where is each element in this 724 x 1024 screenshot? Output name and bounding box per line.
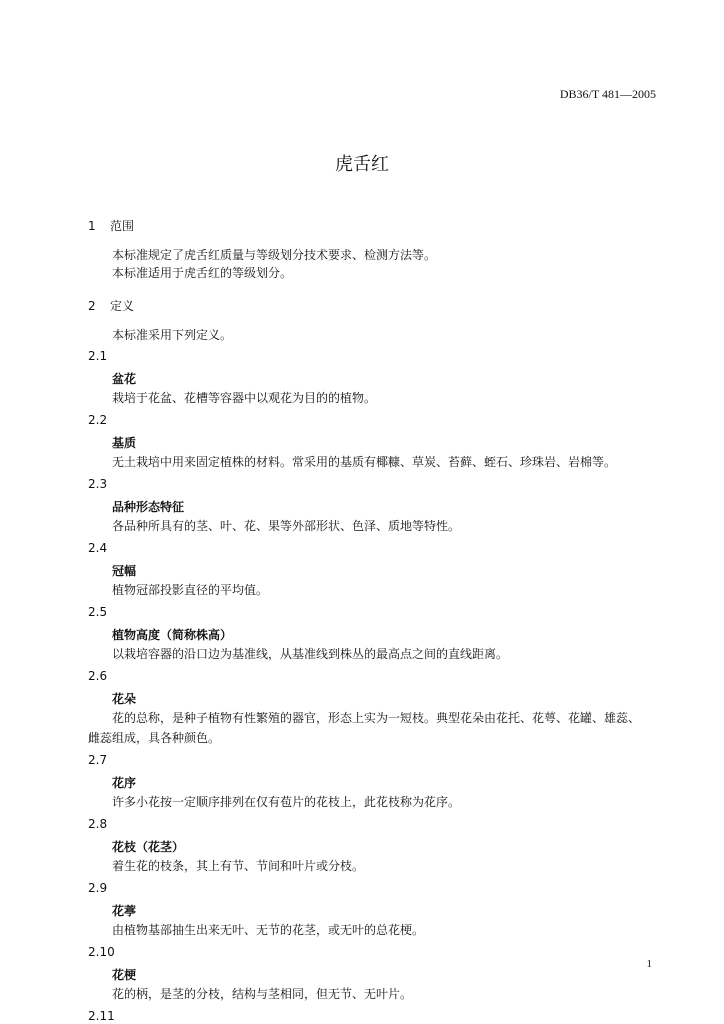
entry-definition: 花的柄，是茎的分枝，结构与茎相同，但无节、无叶片。 [112, 987, 413, 1001]
definition-entry [88, 540, 658, 600]
entry-number: 2.8 [88, 817, 108, 831]
section-number: 2 [88, 299, 96, 313]
entry-term: 花梗 [112, 968, 137, 982]
section-number: 1 [88, 219, 96, 233]
entry-term: 品种形态特征 [112, 500, 185, 514]
entry-term: 冠幅 [112, 564, 137, 578]
entry-definition: 植物冠部投影直径的平均值。 [112, 583, 269, 597]
definition-entry [88, 412, 658, 472]
entry-term: 盆花 [112, 372, 137, 386]
entry-definition-continued [88, 728, 658, 748]
entry-number: 2.9 [88, 881, 108, 895]
definition-entry [88, 348, 658, 408]
entry-number: 2.4 [88, 541, 108, 555]
definition-entry [88, 880, 658, 940]
entry-definition: 栽培于花盆、花槽等容器中以观花为目的的植物。 [112, 391, 377, 405]
entry-term: 基质 [112, 436, 137, 450]
entry-term: 花葶 [112, 904, 137, 918]
entry-number: 2.5 [88, 605, 108, 619]
document-code: DB36/T 481—2005 [559, 87, 656, 101]
entry-definition: 花的总称，是种子植物有性繁殖的器官，形态上实为一短枝。典型花朵由花托、花萼、花罐、雄蕊、 [112, 711, 641, 725]
page-number: 1 [646, 958, 652, 970]
entry-definition: 许多小花按一定顺序排列在仅有苞片的花枝上，此花枝称为花序。 [112, 795, 461, 809]
entry-number: 2.7 [88, 753, 108, 767]
paragraph: 本标准适用于虎舌红的等级划分。 [112, 266, 293, 280]
entry-number: 2.3 [88, 477, 108, 491]
definition-entry [88, 476, 658, 536]
document-body [88, 208, 658, 1024]
definition-entry [88, 944, 658, 1004]
definition-entry [88, 604, 658, 664]
entry-definition-wrap: 雌蕊组成，具各种颜色。 [88, 731, 221, 745]
definition-entry [88, 668, 658, 748]
entry-definition: 无土栽培中用来固定植株的材料。常采用的基质有椰糠、草炭、苔藓、蛭石、珍珠岩、岩棉等。 [112, 455, 617, 469]
entry-term: 花枝（花茎） [112, 840, 185, 854]
section-heading [88, 216, 658, 236]
paragraph: 本标准规定了虎舌红质量与等级划分技术要求、检测方法等。 [112, 248, 437, 262]
entry-definition: 由植物基部抽生出来无叶、无节的花茎，或无叶的总花梗。 [112, 923, 425, 937]
entry-term: 花序 [112, 776, 137, 790]
section-title: 定义 [110, 299, 135, 313]
paragraph: 本标准采用下列定义。 [112, 328, 233, 342]
document-title: 虎舌红 [335, 154, 389, 175]
entry-definition: 着生花的枝条，其上有节、节间和叶片或分枝。 [112, 859, 365, 873]
entry-number: 2.10 [88, 945, 115, 959]
entry-number: 2.6 [88, 669, 108, 683]
definition-entry [88, 816, 658, 876]
entry-definition: 各品种所具有的茎、叶、花、果等外部形状、色泽、质地等特性。 [112, 519, 461, 533]
definition-entry [88, 752, 658, 812]
entry-term: 花朵 [112, 692, 137, 706]
entry-term: 植物高度（简称株高） [112, 628, 233, 642]
entry-number: 2.1 [88, 349, 108, 363]
entry-definition: 以栽培容器的沿口边为基准线，从基准线到株丛的最高点之间的直线距离。 [112, 647, 509, 661]
section-heading [88, 296, 658, 316]
section-title: 范围 [110, 219, 135, 233]
entry-number: 2.2 [88, 413, 108, 427]
entry-number: 2.11 [88, 1009, 115, 1023]
